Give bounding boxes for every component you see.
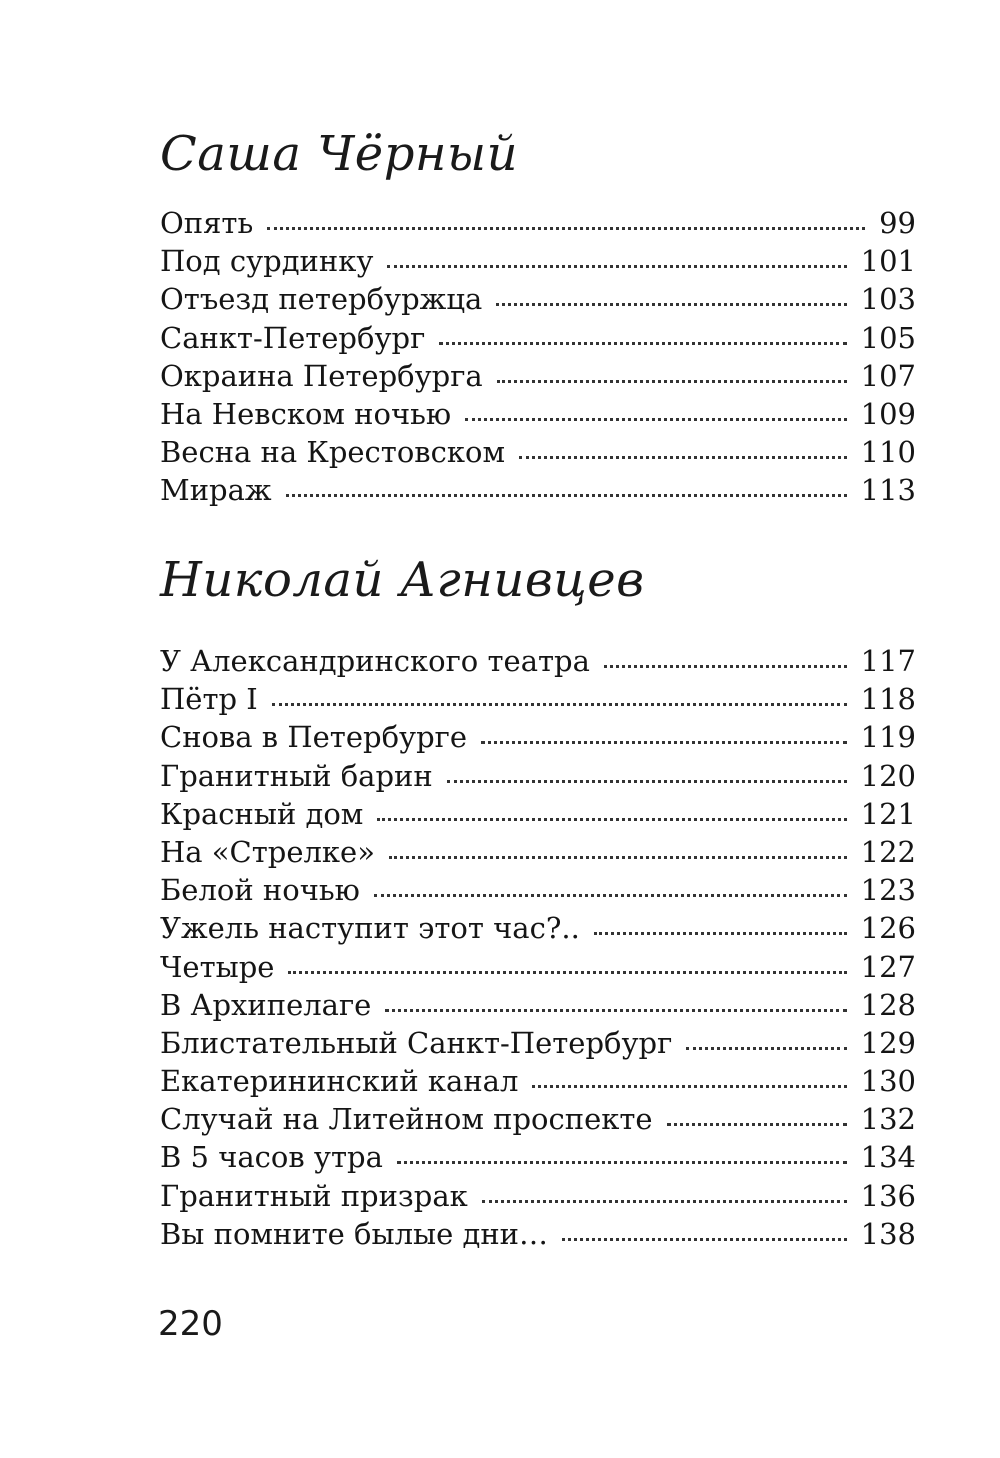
entry-page-number: 138 (860, 1216, 916, 1251)
toc-entry (160, 986, 916, 1024)
entry-page-number: 103 (860, 282, 916, 317)
entry-page-number: 99 (879, 206, 916, 240)
entry-title: На Невском ночью (160, 396, 452, 431)
toc-entry (160, 1062, 916, 1100)
entry-title: Случай на Литейном проспекте (160, 1102, 653, 1137)
toc-entry (160, 357, 916, 395)
entry-title: Красный дом (160, 796, 364, 831)
entry-page-number: 123 (860, 873, 916, 908)
dot-leader (385, 1009, 846, 1012)
dot-leader (267, 227, 865, 230)
entry-title: У Александринского театра (160, 644, 590, 678)
author-heading: Николай Агнивцев (160, 552, 645, 608)
toc-entry (160, 1215, 916, 1253)
dot-leader (465, 418, 846, 421)
entry-page-number: 120 (860, 758, 916, 793)
entry-title: Вы помните былые дни… (160, 1216, 548, 1251)
dot-leader (387, 265, 846, 268)
entry-page-number: 122 (860, 834, 916, 869)
toc-entry (160, 795, 916, 833)
entry-title: Пётр I (160, 682, 258, 717)
dot-leader (497, 380, 847, 383)
entry-page-number: 132 (860, 1102, 916, 1137)
entry-page-number: 109 (860, 396, 916, 431)
entry-title: В Архипелаге (160, 987, 372, 1022)
toc-entry (160, 718, 916, 756)
entry-page-number: 129 (860, 1025, 916, 1060)
entry-title: Екатерининский канал (160, 1064, 519, 1099)
dot-leader (496, 303, 846, 306)
entry-title: Снова в Петербурге (160, 720, 468, 755)
page-number: 220 (158, 1304, 223, 1344)
dot-leader (594, 932, 847, 935)
entry-page-number: 136 (860, 1178, 916, 1213)
entry-title: Белой ночью (160, 873, 360, 908)
dot-leader (389, 856, 847, 859)
dot-leader (397, 1161, 847, 1164)
toc-entry (160, 871, 916, 909)
dot-leader (667, 1123, 847, 1126)
entry-page-number: 128 (860, 987, 916, 1022)
entry-title: Санкт-Петербург (160, 320, 426, 355)
toc-entry (160, 395, 916, 433)
dot-leader (377, 818, 846, 821)
entry-title: Мираж (160, 473, 272, 508)
toc-entry (160, 1100, 916, 1138)
toc-section-nikolai-agnivtsev (160, 550, 916, 1253)
dot-leader (447, 780, 847, 783)
toc-entry (160, 948, 916, 986)
entry-page-number: 101 (860, 244, 916, 279)
entry-title: В 5 часов утра (160, 1140, 383, 1175)
entry-title: Под сурдинку (160, 244, 374, 279)
dot-leader (439, 342, 846, 345)
toc-entry (160, 680, 916, 718)
entry-page-number: 117 (860, 644, 916, 678)
entry-page-number: 134 (860, 1140, 916, 1175)
author-heading: Саша Чёрный (160, 126, 519, 182)
toc-entry (160, 319, 916, 357)
entry-page-number: 127 (860, 949, 916, 984)
dot-leader (272, 703, 847, 706)
entry-title: На «Стрелке» (160, 834, 375, 869)
dot-leader (519, 456, 847, 459)
toc-entry (160, 1177, 916, 1215)
entry-title: Отъезд петербуржца (160, 282, 483, 317)
toc-entries (160, 204, 916, 510)
entry-page-number: 126 (860, 911, 916, 946)
entry-title: Ужель наступит этот час?.. (160, 911, 580, 946)
entry-page-number: 121 (860, 796, 916, 831)
toc-entry (160, 642, 916, 680)
dot-leader (532, 1085, 846, 1088)
toc-entry (160, 242, 916, 280)
entry-title: Окраина Петербурга (160, 358, 483, 393)
entry-page-number: 113 (860, 473, 916, 508)
entry-page-number: 110 (860, 435, 916, 470)
toc-entry (160, 1138, 916, 1176)
dot-leader (686, 1047, 846, 1050)
entry-title: Весна на Крестовском (160, 435, 506, 470)
toc-entry (160, 471, 916, 509)
toc-entry (160, 204, 916, 242)
dot-leader (482, 1200, 847, 1203)
entry-page-number: 105 (860, 320, 916, 355)
toc-entry (160, 909, 916, 947)
entry-page-number: 130 (860, 1064, 916, 1099)
toc-entry (160, 833, 916, 871)
entry-title: Опять (160, 206, 254, 240)
entry-title: Гранитный призрак (160, 1178, 468, 1213)
dot-leader (374, 894, 847, 897)
entry-page-number: 118 (860, 682, 916, 717)
entry-page-number: 107 (860, 358, 916, 393)
entry-title: Гранитный барин (160, 758, 433, 793)
dot-leader (604, 665, 847, 668)
entry-title: Блистательный Санкт-Петербург (160, 1025, 673, 1060)
dot-leader (481, 741, 847, 744)
toc-entry (160, 1024, 916, 1062)
toc-entry (160, 433, 916, 471)
entry-page-number: 119 (860, 720, 916, 755)
dot-leader (562, 1238, 847, 1241)
toc-entry (160, 757, 916, 795)
toc-section-sasha-cherny (160, 124, 916, 510)
toc-entry (160, 280, 916, 318)
dot-leader (288, 971, 846, 974)
dot-leader (286, 494, 847, 497)
toc-entries (160, 642, 916, 1253)
entry-title: Четыре (160, 949, 275, 984)
